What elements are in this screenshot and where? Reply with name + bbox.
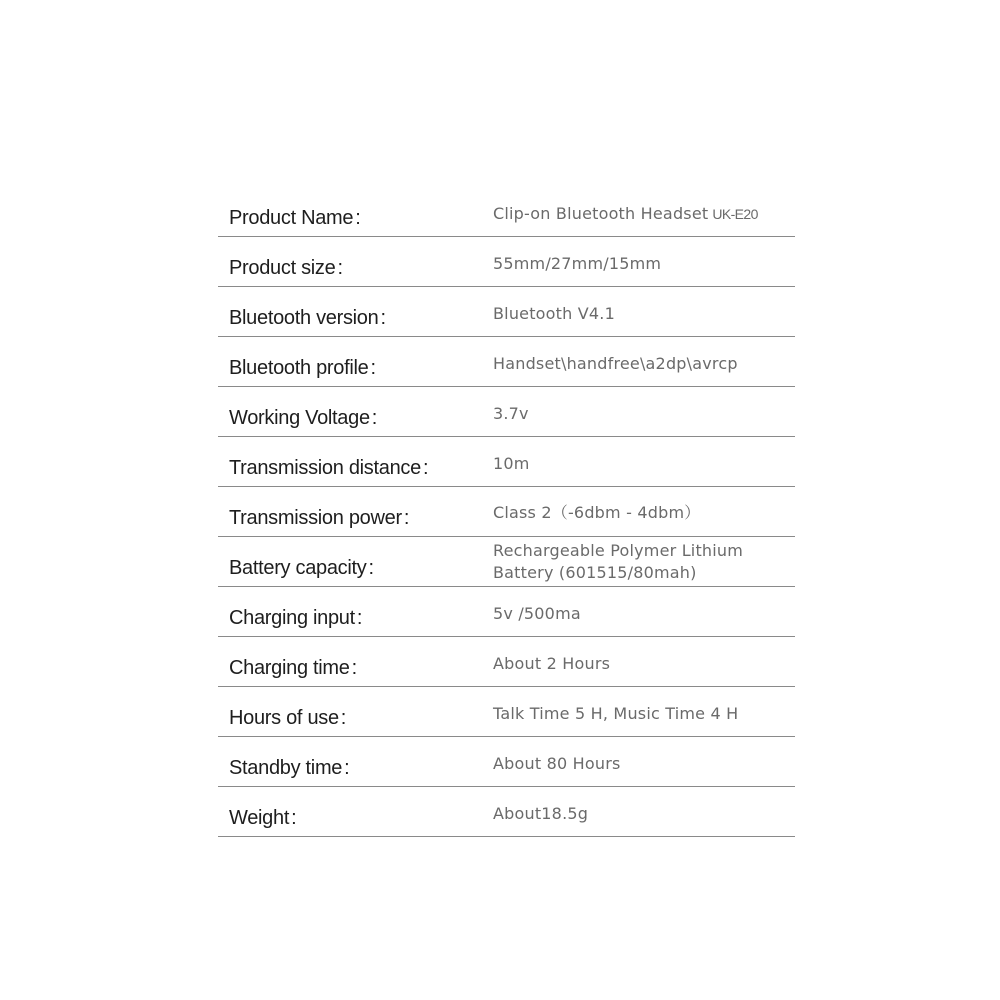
spec-row-hours-of-use [218,687,795,737]
spec-value: Clip-on Bluetooth Headset UK-E20 [493,204,758,223]
spec-value-line: Rechargeable Polymer Lithium [493,541,744,560]
spec-row-standby-time [218,737,795,787]
spec-label: Charging time : [229,657,357,679]
spec-row-weight [218,787,795,837]
spec-value: About 2 Hours [493,654,611,673]
spec-label: Working Voltage : [229,407,378,429]
spec-table [218,187,795,837]
spec-label: Product size : [229,257,343,279]
spec-label: Transmission distance : [229,457,429,479]
spec-value: 10m [493,454,530,473]
spec-value: Bluetooth V4.1 [493,304,615,323]
spec-label: Product Name : [229,207,361,229]
spec-value: 55mm/27mm/15mm [493,254,662,273]
spec-value: Talk Time 5 H, Music Time 4 H [493,704,739,723]
spec-label: Bluetooth version : [229,307,386,329]
model-number: UK-E20 [712,206,758,222]
spec-value: 3.7v [493,404,529,423]
spec-value-line: Battery (601515/80mah) [493,563,697,582]
spec-label: Bluetooth profile : [229,357,376,379]
spec-row-product-size [218,237,795,287]
spec-label: Transmission power : [229,507,410,529]
spec-row-charging-input [218,587,795,637]
spec-row-product-name [218,187,795,237]
spec-value: About18.5g [493,804,589,823]
spec-row-charging-time [218,637,795,687]
spec-label: Hours of use : [229,707,347,729]
spec-label: Battery capacity : [229,557,374,579]
spec-row-battery-capacity [218,537,795,587]
spec-value: Handset\handfree\a2dp\avrcp [493,354,738,373]
spec-row-transmission-distance [218,437,795,487]
spec-label: Standby time : [229,757,350,779]
spec-row-working-voltage [218,387,795,437]
spec-value: About 80 Hours [493,754,621,773]
spec-value: Class 2（-6dbm - 4dbm） [493,503,701,522]
spec-row-bluetooth-version [218,287,795,337]
spec-value: 5v /500ma [493,604,581,623]
spec-value [493,540,793,584]
spec-row-transmission-power [218,487,795,537]
spec-label: Weight : [229,807,297,829]
spec-label: Charging input : [229,607,363,629]
spec-row-bluetooth-profile [218,337,795,387]
